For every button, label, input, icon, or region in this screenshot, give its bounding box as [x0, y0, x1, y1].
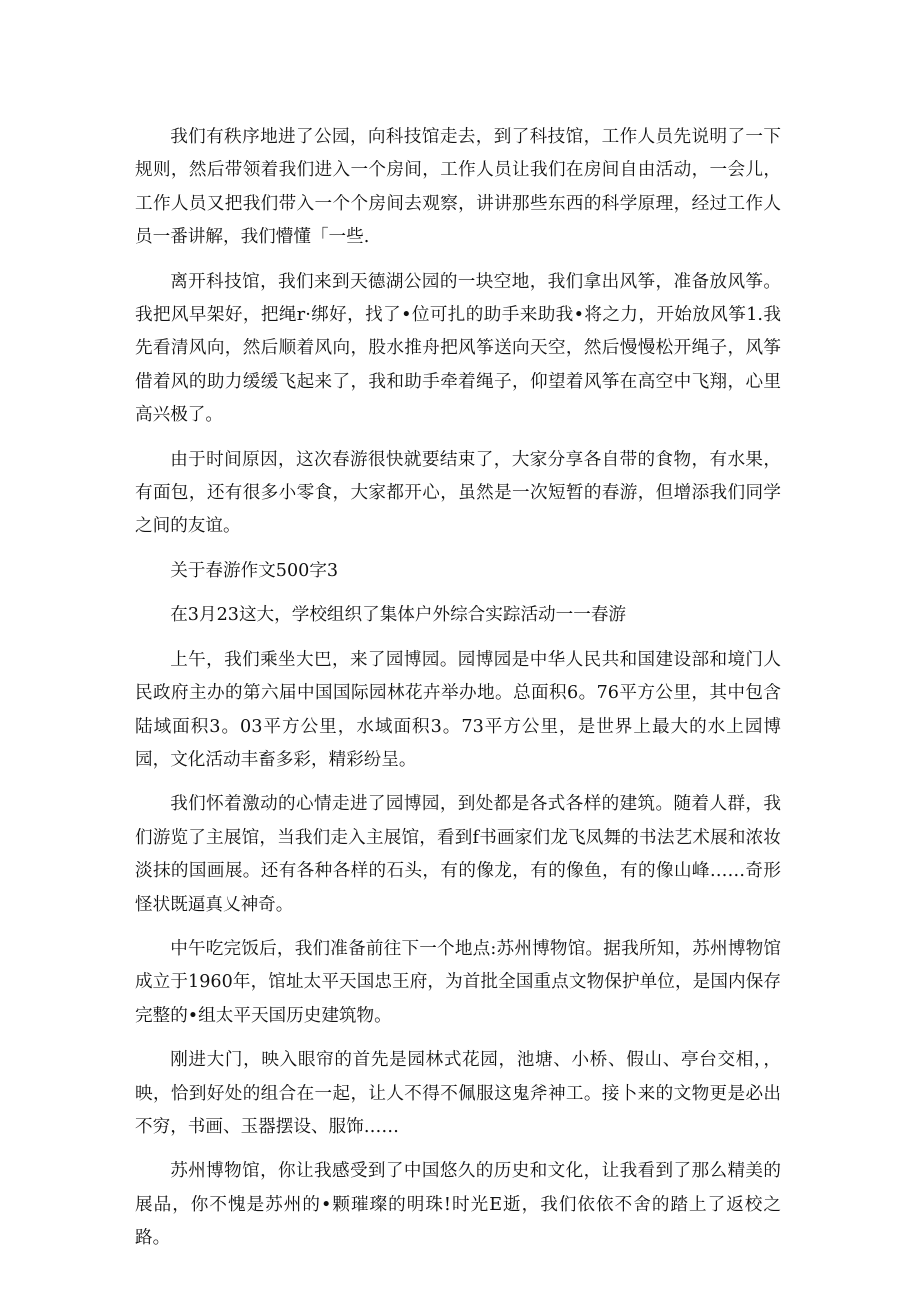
paragraph-sharing-food: 由于时间原因，这次春游很快就要结束了，大家分享各自带的食物，有水果，有面包，还有很多小零食，大家都开心，虽然是一次短暂的春游，但增添我们同学之间的友谊。 [135, 449, 781, 537]
paragraph-kite-flying: 离开科技馆，我们来到天德湖公园的一块空地，我们拿出风筝，准备放风筝。我把风早架好，把绳r·绑好，找了•位可扎的助手来助我•将之力，开始放风筝1.我先看清风向，然后顺着风向，股水推舟把风筝送向天空，然后慢慢松开绳子，风筝借着风的助力缓缓飞起来了，我和助手牵着绳子，仰望着风筝在高空中飞翔，心里高兴极了。 [135, 271, 781, 426]
document-body [135, 121, 781, 1267]
paragraph-exhibition-hall: 我们怀着激动的心情走进了园博园，到处都是各式各样的建筑。随着人群，我们游览了主展馆，当我们走入主展馆，看到f书画家们龙飞凤舞的书法艺术展和浓妆淡抹的国画展。还有各种各样的石头，有的像龙，有的像鱼，有的像山峰……奇形怪状既逼真乂神奇。 [135, 794, 781, 915]
paragraph-museum-garden: 刚进大门，映入眼帘的首先是园林式花园，池塘、小桥、假山、亭台交相，，映，恰到好处的组合在一起，让人不得不佩服这鬼斧神工。接卜来的文物更是必出不穷，书画、玉器摆设、服饰…… [135, 1050, 781, 1137]
paragraph-suzhou-museum: 中午吃完饭后，我们准备前往下一个地点:苏州博物馆。据我所知，苏州博物馆成立于1960年，馆址太平天国忠王府，为首批全国重点文物保护单位，是国内保存完整的•组太平天国历史建筑物。 [135, 938, 781, 1026]
paragraph-garden-expo: 上午，我们乘坐大巴，来了园博园。园博园是中华人民共和国建设部和境门人民政府主办的第六届中国国际园林花卉举办地。总面积6。76平方公里，其中包含陆域面积3。03平方公里，水域面积3。73平方公里，是世界上最大的水上园博园，文化活动丰畜多彩，精彩纷呈。 [135, 649, 781, 770]
paragraph-conclusion: 苏州博物馆，你让我感受到了中国悠久的历史和文化，让我看到了那么精美的展品，你不愧是苏州的•颗璀璨的明珠!时光E逝，我们依依不舍的踏上了返校之路。 [135, 1161, 781, 1249]
section-heading: 关于春游作文500字3 [170, 560, 339, 581]
paragraph-intro: 在3月23这大，学校组织了集体户外综合实踪活动一一春游 [170, 605, 627, 626]
paragraph-science-museum: 我们有秩序地进了公园，向科技馆走去，到了科技馆，工作人员先说明了一下规则，然后带领着我们进入一个房间，工作人员让我们在房间自由活动，一会儿，工作人员又把我们带入一个个房间去观察，讲讲那些东西的科学原理，经过工作人员一番讲解，我们懵懂「一些. [135, 127, 781, 248]
